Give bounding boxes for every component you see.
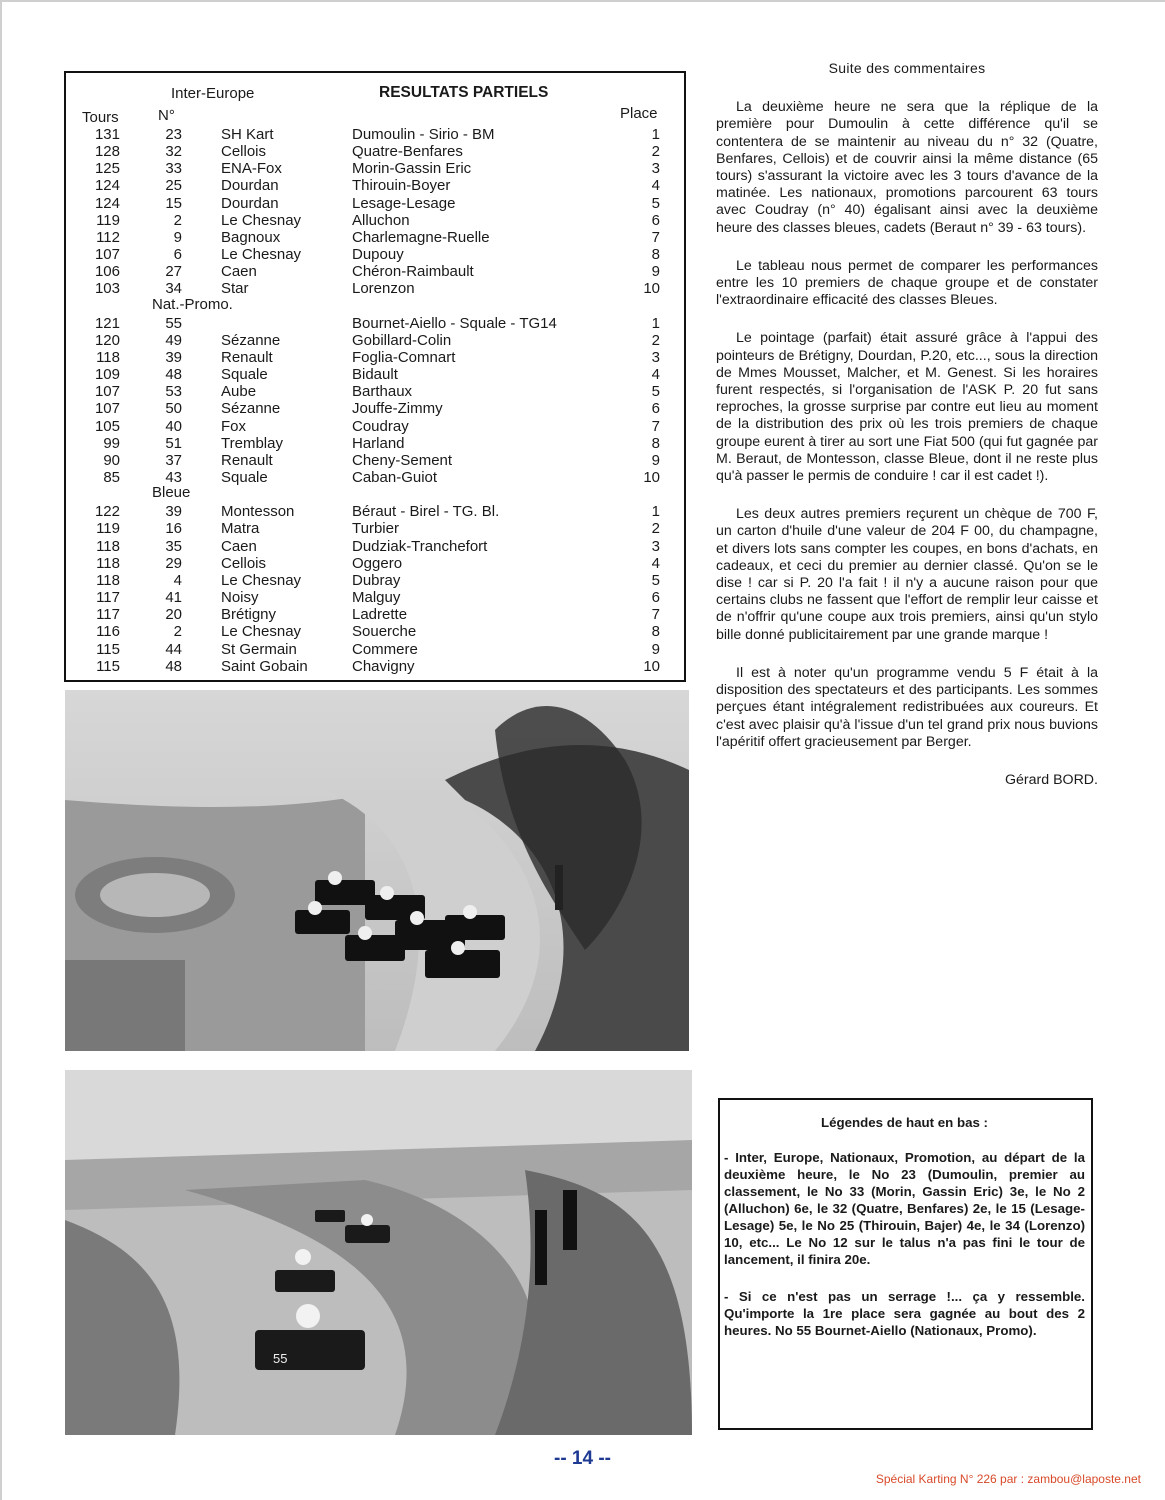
result-club: SH Kart <box>221 126 274 143</box>
result-tours: 125 <box>94 160 120 178</box>
result-club: Caen <box>221 263 257 281</box>
race-photo-top-image <box>65 690 689 1051</box>
result-club: Le Chesnay <box>221 211 302 229</box>
result-place: 8 <box>651 246 660 264</box>
result-pilots: Barthaux <box>352 383 413 401</box>
result-place: 1 <box>651 503 660 521</box>
result-pilots: Bournet-Aiello - Squale - TG14 <box>352 314 557 332</box>
result-pilots: Coudray <box>352 417 409 435</box>
result-place: 6 <box>651 589 660 607</box>
result-tours: 118 <box>96 571 120 589</box>
result-place: 1 <box>651 126 660 143</box>
result-tours: 118 <box>96 348 120 366</box>
result-club: Squale <box>221 469 268 486</box>
result-no: 53 <box>165 383 182 401</box>
result-club: Brétigny <box>221 606 277 624</box>
category-label: Bleue <box>152 484 191 502</box>
result-tours: 117 <box>96 606 120 624</box>
result-tours: 120 <box>94 331 120 349</box>
result-place: 6 <box>651 211 660 229</box>
result-place: 8 <box>651 623 660 641</box>
result-tours: 118 <box>96 537 120 555</box>
article-paragraph: La deuxième heure ne sera que la réplique de la première pour Dumoulin à cette différence qu'il se contentera de se maintenir au niveau du n° 32 (Quatre, Benfares, Cellois) et de couvrir ainsi la même distance (65 tours) s'assurant la victoire avec les 3 tours d'avance de la matinée. Les nationaux, promotions parcourent 63 tours avec Coudray (n° 40) égalisant ainsi avec la deuxième heure des classes bleues, cadets (Beraut n° 39 - 63 tours). <box>716 99 1098 236</box>
result-place: 1 <box>651 314 660 332</box>
result-tours: 121 <box>94 314 120 332</box>
result-place: 2 <box>651 331 660 349</box>
legend-title: Légendes de haut en bas : <box>821 1115 988 1130</box>
result-no: 55 <box>165 314 182 332</box>
result-pilots: Gobillard-Colin <box>352 331 452 349</box>
result-pilots: Béraut - Birel - TG. Bl. <box>352 503 500 521</box>
result-club: Fox <box>221 417 247 435</box>
group-title: Inter-Europe <box>171 85 255 102</box>
result-no: 9 <box>173 228 182 246</box>
result-pilots: Souerche <box>352 623 417 641</box>
result-pilots: Dubray <box>352 571 401 589</box>
result-club: Noisy <box>221 589 259 607</box>
result-pilots: Harland <box>352 434 405 452</box>
result-tours: 107 <box>94 246 120 264</box>
race-photo-bottom-image <box>65 1070 692 1435</box>
result-pilots: Ladrette <box>352 606 408 624</box>
result-tours: 116 <box>96 623 120 641</box>
result-no: 2 <box>173 211 182 229</box>
result-no: 48 <box>165 657 182 675</box>
result-place: 9 <box>651 451 660 469</box>
result-no: 51 <box>165 434 182 452</box>
result-pilots: Malguy <box>352 589 401 607</box>
result-place: 5 <box>651 194 660 212</box>
result-no: 39 <box>165 348 182 366</box>
result-pilots: Bidault <box>352 366 398 384</box>
result-no: 16 <box>165 520 182 538</box>
result-place: 6 <box>651 400 660 418</box>
result-tours: 117 <box>96 589 120 607</box>
result-club: Cellois <box>221 143 267 161</box>
result-tours: 119 <box>96 520 120 538</box>
result-pilots: Charlemagne-Ruelle <box>352 228 490 246</box>
result-no: 25 <box>165 177 182 195</box>
result-no: 15 <box>165 194 182 212</box>
result-place: 2 <box>651 520 660 538</box>
result-place: 9 <box>651 640 660 658</box>
category-label: Nat.-Promo. <box>152 295 233 313</box>
result-club: Squale <box>221 366 268 384</box>
result-club: Tremblay <box>221 434 283 452</box>
result-pilots: Thirouin-Boyer <box>352 177 451 195</box>
result-place: 7 <box>651 417 660 435</box>
result-club: Sézanne <box>221 400 281 418</box>
result-club: Aube <box>221 383 257 401</box>
race-photo-top <box>65 690 689 1051</box>
result-tours: 124 <box>94 177 120 195</box>
result-club: Dourdan <box>221 194 279 212</box>
result-tours: 99 <box>103 434 120 452</box>
result-club: Matra <box>221 520 260 538</box>
result-pilots: Morin-Gassin Eric <box>352 160 472 178</box>
result-club: Bagnoux <box>221 228 281 246</box>
result-place: 3 <box>651 537 660 555</box>
result-tours: 118 <box>96 554 120 572</box>
result-tours: 109 <box>94 366 120 384</box>
result-place: 7 <box>651 228 660 246</box>
result-pilots: Dudziak-Tranchefort <box>352 537 488 555</box>
result-tours: 128 <box>94 143 120 161</box>
article-paragraph: Le pointage (parfait) était assuré grâce à l'appui des pointeurs de Brétigny, Dourdan, P.20, etc..., sous la direction de Mmes Mousset, Malcher, et M. Genest. Si les horaires furent respectés, si l'organisation de l'ASK P. 20 fut sans reproches, la grosse surprise par contre eut lieu au moment de la distribution des prix où les trois premiers de chaque groupe eurent à tirer au sort une Fiat 500 (qui fut gagnée par M. Beraut, de Montesson, classe Bleue, dont il ne reste plus qu'à passer le permis de conduire ! car il est cadet !). <box>716 330 1098 485</box>
result-no: 39 <box>165 503 182 521</box>
result-club: Montesson <box>221 503 295 521</box>
result-pilots: Lesage-Lesage <box>352 194 456 212</box>
result-no: 50 <box>165 400 182 418</box>
result-pilots: Lorenzon <box>352 280 415 298</box>
result-pilots: Jouffe-Zimmy <box>352 400 443 418</box>
result-club: ENA-Fox <box>221 160 282 178</box>
result-club: Renault <box>221 348 273 366</box>
results-table <box>64 71 686 682</box>
result-club: Cellois <box>221 554 267 572</box>
result-no: 40 <box>165 417 182 435</box>
result-no: 34 <box>165 280 182 298</box>
result-no: 29 <box>165 554 182 572</box>
result-club: Le Chesnay <box>221 623 302 641</box>
result-club: Caen <box>221 537 257 555</box>
result-club: Sézanne <box>221 331 281 349</box>
result-no: 20 <box>165 606 182 624</box>
result-tours: 107 <box>94 383 120 401</box>
result-no: 33 <box>165 160 182 178</box>
result-no: 35 <box>165 537 182 555</box>
result-no: 43 <box>165 469 182 486</box>
result-tours: 107 <box>94 400 120 418</box>
result-place: 10 <box>643 657 660 675</box>
result-place: 10 <box>643 280 660 298</box>
result-tours: 105 <box>94 417 120 435</box>
race-photo-bottom <box>65 1070 692 1435</box>
legend-item: - Si ce n'est pas un serrage !... ça y ressemble. Qu'importe la 1re place sera gagnée au bout des 2 heures. No 55 Bournet-Aiello (Nationaux, Promo). <box>724 1289 1085 1338</box>
result-place: 8 <box>651 434 660 452</box>
result-club: Le Chesnay <box>221 246 302 264</box>
result-pilots: Oggero <box>352 554 403 572</box>
result-place: 9 <box>651 263 660 281</box>
result-club: Saint Gobain <box>221 657 308 675</box>
col-no-header: N° <box>158 107 175 124</box>
result-pilots: Quatre-Benfares <box>352 143 463 161</box>
result-place: 4 <box>651 177 660 195</box>
result-no: 4 <box>173 571 182 589</box>
result-place: 2 <box>651 143 660 161</box>
article-paragraph: Les deux autres premiers reçurent un chèque de 700 F, un carton d'huile d'une valeur de 204 F 00, du champagne, et divers lots sans compter les coupes, en bons d'achats, en cadeaux, et ceci du premier au dernier classé. Qu'on se le dise ! car si P. 20 l'a fait ! il n'y a aucune raison pour que certains clubs ne fassent que l'effort de remplir leur caisse et de n'offrir qu'une coupe aux trois premiers, ainsi qu'un stylo bille donné publicitairement par une grande marque ! <box>716 506 1098 643</box>
legend-item: - Inter, Europe, Nationaux, Promotion, au départ de la deuxième heure, le No 23 (Dumoulin, premier au classement, le No 33 (Morin, Gassin Eric) 3e, le No 2 (Alluchon) 6e, le 32 (Quatre, Benfares) 2e, le 15 (Lesage-Lesage) 5e, le No 25 (Thirouin, Bajer) 4e, le 34 (Lorenzo) 10, etc... Le No 12 sur le talus n'a pas fini le tour de lancement, il finira 20e. <box>724 1150 1085 1267</box>
result-no: 48 <box>165 366 182 384</box>
kart-number: 55 <box>273 1351 288 1366</box>
footer-credit: Spécial Karting N° 226 par : zambou@laposte.net <box>875 1472 1141 1486</box>
article-column <box>716 60 1098 810</box>
result-tours: 131 <box>94 126 120 143</box>
result-tours: 112 <box>96 228 120 246</box>
result-tours: 90 <box>103 451 120 469</box>
result-pilots: Dupouy <box>352 246 404 264</box>
result-club: Le Chesnay <box>221 571 302 589</box>
result-place: 5 <box>651 383 660 401</box>
result-pilots: Cheny-Sement <box>352 451 453 469</box>
result-pilots: Caban-Guiot <box>352 469 438 486</box>
result-tours: 103 <box>94 280 120 298</box>
result-no: 44 <box>165 640 182 658</box>
result-pilots: Foglia-Comnart <box>352 348 456 366</box>
page-number: -- 14 -- <box>554 1448 611 1469</box>
result-tours: 85 <box>103 469 120 486</box>
col-tours-header: Tours <box>82 109 119 126</box>
result-no: 32 <box>165 143 182 161</box>
result-pilots: Alluchon <box>352 211 410 229</box>
result-place: 10 <box>643 469 660 486</box>
article-paragraph: Le tableau nous permet de comparer les performances entre les 10 premiers de chaque groupe et de constater l'extraordinaire efficacité des classes Bleues. <box>716 257 1098 309</box>
result-place: 3 <box>651 160 660 178</box>
result-no: 49 <box>165 331 182 349</box>
legend-box <box>718 1098 1093 1430</box>
article-signature: Gérard BORD. <box>1004 771 1098 788</box>
result-club: Star <box>221 280 249 298</box>
result-place: 4 <box>651 554 660 572</box>
result-pilots: Commere <box>352 640 418 658</box>
result-pilots: Chavigny <box>352 657 415 675</box>
col-place-header: Place <box>620 105 658 122</box>
results-title: RESULTATS PARTIELS <box>379 84 549 101</box>
result-place: 3 <box>651 348 660 366</box>
result-place: 4 <box>651 366 660 384</box>
result-tours: 119 <box>96 211 120 229</box>
result-place: 7 <box>651 606 660 624</box>
result-tours: 124 <box>94 194 120 212</box>
result-tours: 106 <box>94 263 120 281</box>
article-paragraph: Il est à noter qu'un programme vendu 5 F était à la disposition des spectateurs et des participants. Les sommes perçues étant intégralement redistribuées aux coureurs. Et c'est avec plaisir qu'à l'issue d'un tel grand prix nous buvions l'apéritif offert gracieusement par Berger. <box>716 664 1098 750</box>
result-tours: 122 <box>94 503 120 521</box>
result-no: 37 <box>165 451 182 469</box>
result-no: 27 <box>165 263 182 281</box>
result-tours: 115 <box>96 640 120 658</box>
article-heading: Suite des commentaires <box>828 60 986 76</box>
result-pilots: Turbier <box>352 520 399 538</box>
result-pilots: Dumoulin - Sirio - BM <box>352 126 495 143</box>
result-no: 41 <box>165 589 182 607</box>
result-club: St Germain <box>221 640 297 658</box>
result-place: 5 <box>651 571 660 589</box>
result-no: 2 <box>173 623 182 641</box>
result-tours: 115 <box>96 657 120 675</box>
result-no: 6 <box>173 246 182 264</box>
result-club: Renault <box>221 451 273 469</box>
result-pilots: Chéron-Raimbault <box>352 263 474 281</box>
result-no: 23 <box>165 126 182 143</box>
result-club: Dourdan <box>221 177 279 195</box>
